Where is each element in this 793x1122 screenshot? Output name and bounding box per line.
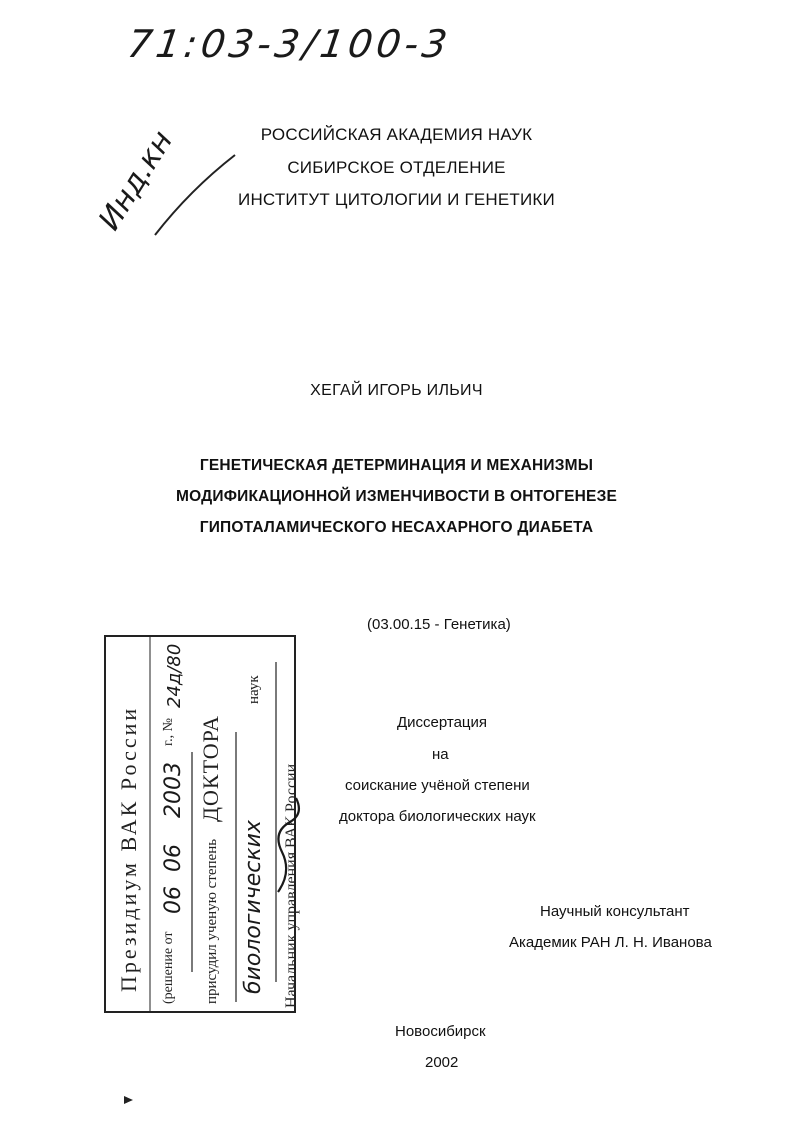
stamp-degree: ДОКТОРА (198, 715, 223, 822)
title-line-1: ГЕНЕТИЧЕСКАЯ ДЕТЕРМИНАЦИЯ И МЕХАНИЗМЫ (199, 457, 594, 474)
degree-line-3: соискание учёной степени (345, 777, 530, 794)
specialty-code: (03.00.15 - Генетика) (367, 616, 511, 633)
degree-line-1: Диссертация (397, 714, 488, 731)
archive-number: 71:03-3/100-3 (124, 22, 454, 66)
marginal-note: Инд.кн (92, 124, 181, 237)
stamp-date-day: 06 (161, 886, 186, 914)
vak-stamp (100, 632, 305, 1016)
year: 2002 (425, 1054, 459, 1071)
stamp-number-prefix: г., № (161, 717, 176, 746)
stamp-number: 24д/80 (164, 643, 185, 708)
degree-line-4: доктора биологических наук (339, 808, 536, 825)
author-name: ХЕГАЙ ИГОРЬ ИЛЬИЧ (310, 382, 483, 399)
stamp-decision-prefix: (решение от (161, 931, 176, 1004)
title-line-2: МОДИФИКАЦИОННОЙ ИЗМЕНЧИВОСТИ В ОНТОГЕНЕЗЕ (175, 488, 618, 505)
org-line-3: ИНСТИТУТ ЦИТОЛОГИИ И ГЕНЕТИКИ (238, 190, 555, 209)
stamp-field-suffix: наук (246, 675, 262, 704)
stamp-org: Президиум ВАК России (116, 705, 141, 992)
title-line-3: ГИПОТАЛАМИЧЕСКОГО НЕСАХАРНОГО ДИАБЕТА (199, 519, 594, 536)
consultant-label: Научный консультант (540, 903, 690, 920)
corner-mark (124, 1096, 133, 1104)
consultant-name: Академик РАН Л. Н. Иванова (509, 934, 712, 951)
degree-line-2: на (432, 746, 449, 763)
stamp-head: Начальник управления ВАК России (283, 763, 300, 1008)
stamp-date-month: 06 (161, 844, 186, 872)
org-line-1: РОССИЙСКАЯ АКАДЕМИЯ НАУК (260, 125, 533, 144)
stamp-field: биологических (241, 820, 266, 994)
stamp-date-year: 2003 (161, 762, 186, 818)
city: Новосибирск (395, 1023, 486, 1040)
stamp-awarded: присудил ученую степень (204, 838, 220, 1004)
org-line-2: СИБИРСКОЕ ОТДЕЛЕНИЕ (287, 158, 506, 177)
